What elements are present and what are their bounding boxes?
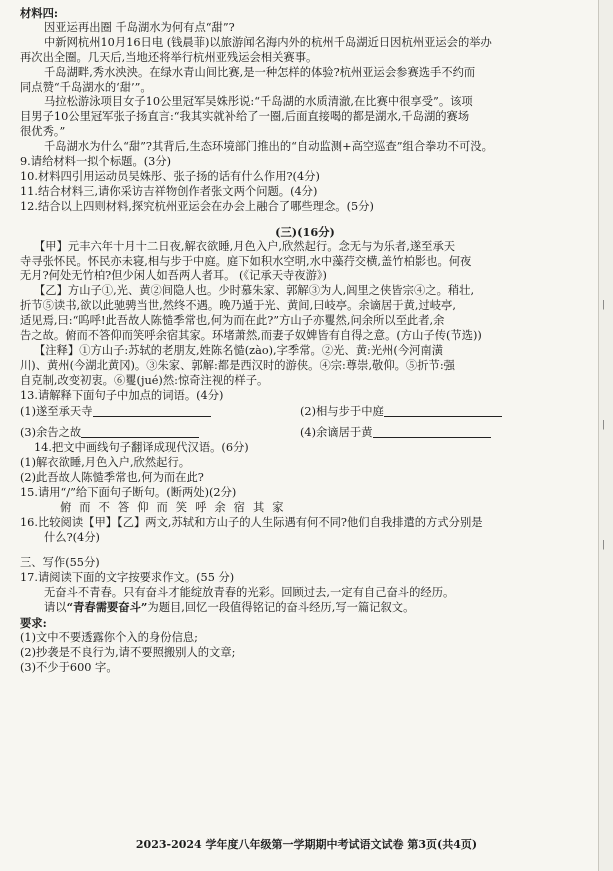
passage-yi: 折节⑤读书,欲以此驰骋当世,然终不遇。晚乃遁于光、黄间,曰岐亭。余谪居于黄,过岐亭, bbox=[20, 299, 456, 313]
writing-requirement: (3)不少于600 字。 bbox=[20, 661, 118, 675]
question-9: 9.请给材料一拟个标题。(3分) bbox=[20, 155, 172, 169]
q13-item-1: (1)遂至承天寺 bbox=[20, 404, 300, 420]
annotation: 自克制,改变初衷。⑥矍(jué)然:惊奇注视的样子。 bbox=[20, 373, 269, 387]
answer-blank[interactable] bbox=[81, 425, 199, 438]
writing-requirements-label: 要求: bbox=[20, 616, 47, 631]
q13-item-3: (3)余告之故 bbox=[20, 425, 300, 441]
question-15: 15.请用“/”给下面句子断句。(断两处)(2分) bbox=[20, 486, 237, 500]
annotation: 【注释】①方山子:苏轼的老朋友,姓陈名慥(zào),字季常。②光、黄:光州(今河南潢 bbox=[34, 343, 444, 357]
question-11: 11.结合材料三,请你采访吉祥物创作者张文两个问题。(4分) bbox=[20, 184, 318, 198]
exam-page bbox=[20, 6, 590, 676]
annotation: 川)、黄州(今湖北黄冈)。③朱家、郭解:都是西汉时的游侠。④宗:尊崇,敬仰。⑤折节:强 bbox=[20, 358, 455, 372]
q13-item-4: (4)余谪居于黄 bbox=[300, 425, 580, 441]
question-12: 12.结合以上四则材料,探究杭州亚运会在办会上融合了哪些理念。(5分) bbox=[20, 199, 374, 213]
margin-mark: | bbox=[602, 300, 606, 310]
material4-paragraph: 千岛湖水为什么“甜”?其背后,生态环境部门推出的“自动监测+高空巡查”组合拳功不可没。 bbox=[44, 140, 493, 154]
material4-heading: 材料四: bbox=[20, 6, 59, 20]
answer-blank[interactable] bbox=[93, 404, 211, 417]
writing-section-title: 三、写作(55分) bbox=[20, 555, 100, 569]
writing-prompt: 请以“青春需要奋斗”为题目,回忆一段值得铭记的奋斗经历,写一篇记叙文。 bbox=[44, 600, 415, 615]
answer-blank[interactable] bbox=[373, 425, 491, 438]
material4-paragraph: 中新网杭州10月16日电 (钱晨菲)以旅游闻名海内外的杭州千岛湖近日因杭州亚运会的举办 bbox=[44, 35, 492, 49]
answer-blank[interactable] bbox=[384, 404, 502, 417]
material4-paragraph: 再次出全圈。几天后,当地还将举行杭州亚残运会相关赛事。 bbox=[20, 50, 318, 64]
question-16: 什么?(4分) bbox=[44, 530, 100, 544]
material4-paragraph: 目男子10公里冠军张子扬直言:“我其实就补给了一圈,后面直接喝的都是湖水,千岛湖的赛场 bbox=[20, 110, 470, 124]
question-17: 17.请阅读下面的文字按要求作文。(55 分) bbox=[20, 570, 235, 584]
question-13: 13.请解释下面句子中加点的词语。(4分) bbox=[20, 388, 224, 402]
question-13-items bbox=[20, 425, 590, 441]
question-15-sentence: 俯而不答仰而笑呼余宿其家 bbox=[60, 501, 292, 514]
passage-jia: 寺寻张怀民。怀民亦未寝,相与步于中庭。庭下如积水空明,水中藻荇交横,盖竹柏影也。何夜 bbox=[20, 254, 472, 268]
binding-margin bbox=[598, 0, 613, 871]
writing-requirement: (2)抄袭是不良行为,请不要照搬别人的文章; bbox=[20, 646, 236, 660]
passage-jia: 【甲】元丰六年十月十二日夜,解衣欲睡,月色入户,欣然起行。念无与为乐者,遂至承天 bbox=[34, 239, 456, 253]
question-10: 10.材料四引用运动员吴姝彤、张子扬的话有什么作用?(4分) bbox=[20, 169, 320, 183]
writing-requirement: (1)文中不要透露你个入的身份信息; bbox=[20, 631, 198, 645]
material4-paragraph: 同点赞“千岛湖水的‘甜’”。 bbox=[20, 80, 152, 94]
passage-jia: 无月?何处无竹柏?但少闲人如吾两人者耳。 (《记承天寺夜游》) bbox=[20, 269, 327, 283]
question-14-item: (1)解衣欲睡,月色入户,欣然起行。 bbox=[20, 456, 191, 470]
question-14: 14.把文中画线句子翻译成现代汉语。(6分) bbox=[34, 441, 249, 455]
page-footer: 2023-2024 学年度八年级第一学期期中考试语文试卷 第3页(共4页) bbox=[135, 838, 478, 851]
material4-paragraph: 千岛湖畔,秀水泱泱。在绿水青山间比赛,是一种怎样的体验?杭州亚运会参赛选手不约而 bbox=[44, 65, 476, 79]
question-14-item: (2)此吾故人陈慥季常也,何为而在此? bbox=[20, 471, 204, 485]
material4-paragraph: 很优秀。” bbox=[20, 125, 66, 139]
passage-yi: 适见焉,曰:“呜呼!此吾故人陈慥季常也,何为而在此?”方山子亦矍然,问余所以至此者,余 bbox=[20, 314, 445, 328]
question-13-items bbox=[20, 404, 590, 420]
passage-yi: 告之故。俯而不答仰而笑呼余宿其家。环堵萧然,而妻子奴婢皆有自得之意。(方山子传(节选)) bbox=[20, 329, 482, 343]
margin-mark: | bbox=[602, 420, 606, 430]
passage-yi: 【乙】方山子①,光、黄②间隐人也。少时慕朱家、郭解③为人,闾里之侠皆宗④之。稍壮, bbox=[34, 284, 475, 298]
margin-mark: | bbox=[602, 540, 606, 550]
writing-topic: “青春需要奋斗” bbox=[66, 600, 148, 615]
material4-paragraph: 马拉松游泳项目女子10公里冠军吴姝彤说:“千岛湖的水质清澈,在比赛中很享受”。该项 bbox=[44, 95, 473, 109]
writing-prompt: 无奋斗不青春。只有奋斗才能绽放青春的光彩。回顾过去,一定有自己奋斗的经历。 bbox=[44, 585, 455, 599]
section-3-title: (三)(16分) bbox=[275, 224, 335, 239]
material4-subtitle: 因亚运再出圈 千岛湖水为何有点“甜”? bbox=[44, 20, 235, 34]
question-16: 16.比较阅读【甲】【乙】两文,苏轼和方山子的人生际遇有何不同?他们自我排遣的方式分别是 bbox=[20, 515, 483, 529]
q13-item-2: (2)相与步于中庭 bbox=[300, 404, 580, 420]
